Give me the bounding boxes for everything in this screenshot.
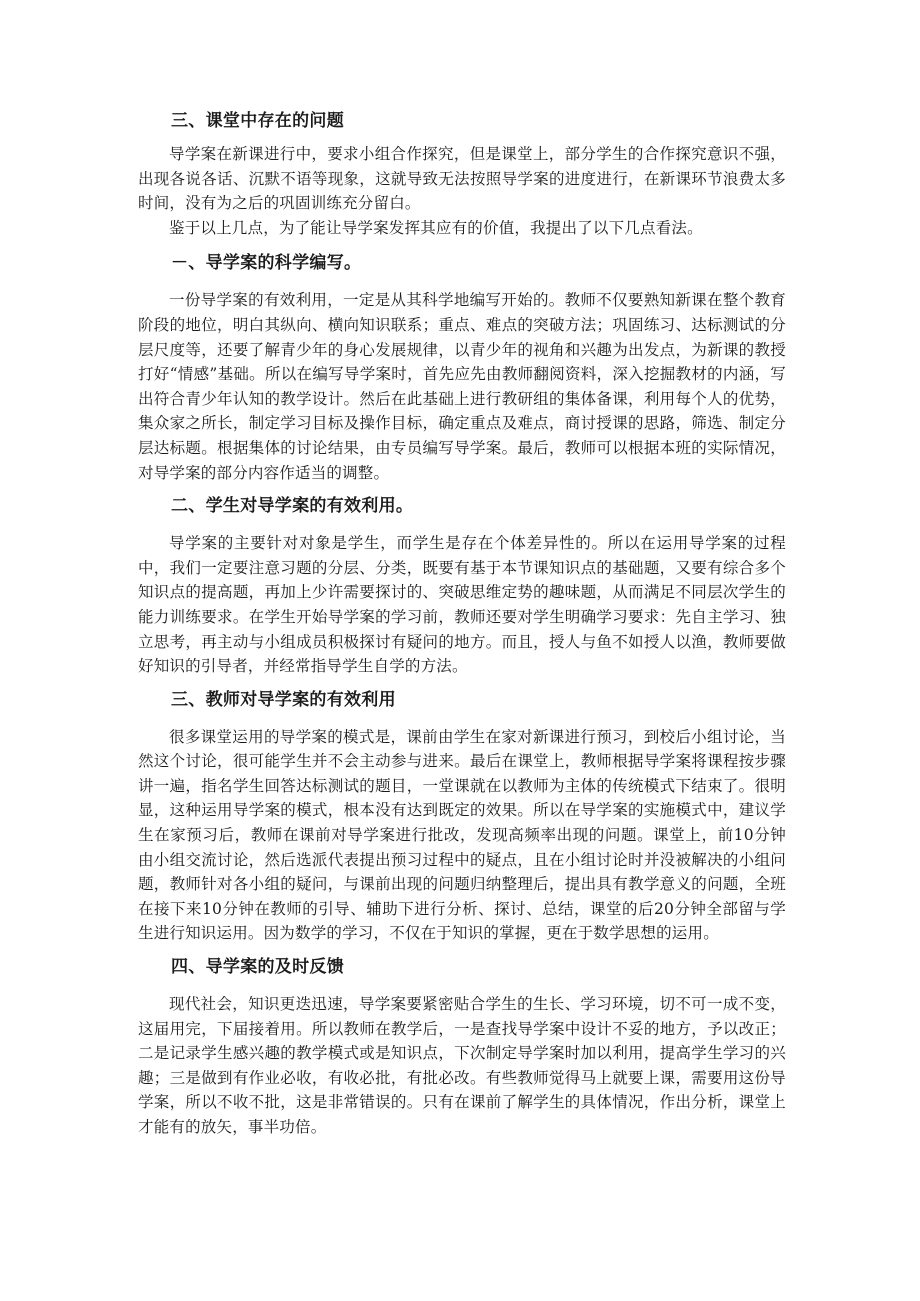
paragraph-suggestions-intro: 鉴于以上几点，为了能让导学案发挥其应有的价值，我提出了以下几点看法。	[169, 218, 703, 237]
paragraph-scientific-writing: 一份导学案的有效利用，一定是从其科学地编写开始的。教师不仅要熟知新课在整个教育阶段的地位，明白其纵向、横向知识联系；重点、难点的突破方法；巩固练习、达标测试的分层尺度等，还要了解青少年的身心发展规律，以青少年的视角和兴趣为出发点，为新课的教授打好“情感”基础。所以在编写导学案时，首先应先由教师翻阅资料，深入挖掘教材的内涵，写出符合青少年认知的教学设计。然后在此基础上进行教研组的集体备课，利用每个人的优势，集众家之所长，制定学习目标及操作目标，确定重点及难点，商讨授课的思路，筛选、制定分层达标题。根据集体的讨论结果，由专员编写导学案。最后，教师可以根据本班的实际情况，对导学案的部分内容作适当的调整。	[138, 291, 786, 482]
paragraph-teacher-use: 很多课堂运用的导学案的模式是，课前由学生在家对新课进行预习，到校后小组讨论，当然这个讨论，很可能学生并不会主动参与进来。最后在课堂上，教师根据导学案将课程按步骤讲一遍，指名学生回答达标测试的题目，一堂课就在以教师为主体的传统模式下结束了。很明显，这种运用导学案的模式，根本没有达到既定的效果。所以在导学案的实施模式中，建议学生在家预习后，教师在课前对导学案进行批改，发现高频率出现的问题。课堂上，前10分钟由小组交流讨论，然后选派代表提出预习过程中的疑点，且在小组讨论时并没被解决的小组问题，教师针对各小组的疑问，与课前出现的问题归纳整理后，提出具有教学意义的问题，全班在接下来10分钟在教师的引导、辅助下进行分析、探讨、总结，课堂的后20分钟全部留与学生进行知识运用。因为数学的学习，不仅在于知识的掌握，更在于数学思想的运用。	[138, 727, 786, 943]
section-heading-classroom-problems: 三、课堂中存在的问题	[171, 111, 344, 131]
section-heading-teacher-use: 三、教师对导学案的有效利用	[171, 689, 396, 710]
paragraph-classroom-problems: 导学案在新课进行中，要求小组合作探究，但是课堂上，部分学生的合作探究意识不强，出现各说各话、沉默不语等现象，这就导致无法按照导学案的进度进行，在新课环节浪费太多时间，没有为之后的巩固训练充分留白。	[138, 145, 786, 213]
section-heading-student-use: 二、学生对导学案的有效利用。	[171, 496, 414, 517]
section-heading-timely-feedback: 四、导学案的及时反馈	[171, 957, 344, 978]
section-heading-scientific-writing: －、导学案的科学编写。	[171, 253, 362, 274]
document-body	[138, 108, 786, 1140]
paragraph-student-use: 导学案的主要针对对象是学生，而学生是存在个体差异性的。所以在运用导学案的过程中，我们一定要注意习题的分层、分类，既要有基于本节课知识点的基础题，又要有综合多个知识点的提高题，再加上少许需要探讨的、突破思维定势的趣味题，从而满足不同层次学生的能力训练要求。在学生开始导学案的学习前，教师还要对学生明确学习要求：先自主学习、独立思考，再主动与小组成员积极探讨有疑问的地方。而且，授人与鱼不如授人以渔，教师要做好知识的引导者，并经常指导学生自学的方法。	[138, 534, 786, 676]
paragraph-timely-feedback: 现代社会，知识更迭迅速，导学案要紧密贴合学生的生长、学习环境，切不可一成不变，这届用完，下届接着用。所以教师在教学后，一是查找导学案中设计不妥的地方，予以改正；二是记录学生感兴趣的教学模式或是知识点，下次制定导学案时加以利用，提高学生学习的兴趣；三是做到有作业必收，有收必批，有批必改。有些教师觉得马上就要上课，需要用这份导学案，所以不收不批，这是非常错误的。只有在课前了解学生的具体情况，作出分析，课堂上才能有的放矢，事半功倍。	[138, 995, 786, 1136]
